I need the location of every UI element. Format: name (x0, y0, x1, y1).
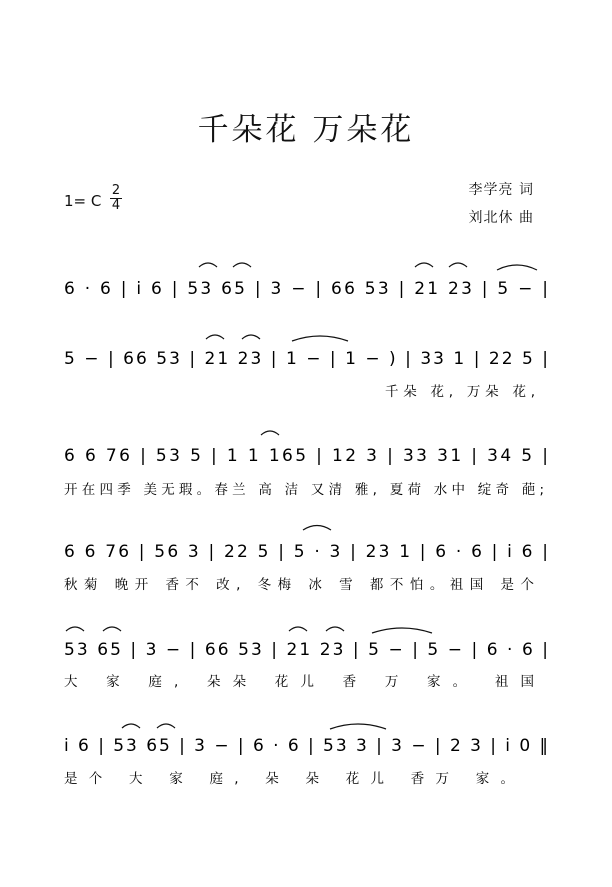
slur-mark (206, 335, 224, 339)
lyrics-system-2: 千朵 花, 万朵 花, (385, 384, 535, 400)
key-signature: 1= C (64, 192, 102, 210)
slur-mark (415, 263, 433, 267)
score-system-5 (64, 640, 548, 690)
notes-system-2: 5 − | 66 53 | 21 23 | 1 − | 1 − ) | 33 1 | 22 5 | (64, 349, 548, 369)
tie-mark (292, 336, 348, 341)
slur-mark (326, 627, 344, 631)
composer-credit: 刘北休 曲 (468, 210, 534, 226)
slur-mark (261, 431, 279, 435)
slur-mark (242, 335, 260, 339)
slur-mark (289, 627, 307, 631)
lyricist-credit: 李学亮 词 (468, 182, 534, 198)
lyrics-system-5: 大 家 庭, 朵朵 花儿 香 万 家。 祖国 (64, 674, 535, 690)
score-system-3 (64, 446, 548, 498)
notes-system-5: 53 65 | 3 − | 66 53 | 21 23 | 5 − | 5 − | 6 · 6 | (64, 640, 548, 660)
score-system-4 (64, 542, 548, 593)
slur-mark (303, 526, 331, 531)
tie-mark (330, 724, 386, 729)
score-system-1 (64, 279, 548, 299)
tie-mark (372, 628, 432, 633)
lyrics-system-4: 秋菊 晚开 香不 改, 冬梅 冰 雪 都不怕。祖国 是个 (64, 577, 534, 593)
slur-mark (157, 724, 175, 728)
slur-mark (66, 627, 84, 631)
notes-system-4: 6 6 76 | 56 3 | 22 5 | 5 · 3 | 23 1 | 6 · 6 | i 6 | (64, 542, 549, 562)
slur-mark (122, 724, 140, 728)
slur-mark (233, 263, 251, 267)
score-system-2 (64, 349, 548, 400)
time-signature-bottom: 4 (111, 198, 121, 213)
notes-system-3: 6 6 76 | 53 5 | 1 1 165 | 12 3 | 33 31 | 34 5 | (64, 446, 548, 466)
tie-mark (497, 265, 537, 270)
song-title: 千朵花 万朵花 (197, 112, 415, 148)
lyrics-system-6: 是个 大 家 庭, 朵 朵 花儿 香万 家。 (64, 771, 514, 787)
slur-mark (449, 263, 467, 267)
slur-mark (199, 263, 217, 267)
time-signature-top: 2 (111, 183, 121, 198)
lyrics-system-3: 开在四季 美无瑕。春兰 高 洁 又清 雅, 夏荷 水中 绽奇 葩; (64, 482, 544, 498)
score-system-6 (64, 736, 548, 787)
notes-system-6: i 6 | 53 65 | 3 − | 6 · 6 | 53 3 | 3 − | 2 3 | i 0 ‖ (64, 736, 548, 756)
notes-system-1: 6 · 6 | i 6 | 53 65 | 3 − | 66 53 | 21 23 | 5 − | (64, 279, 548, 299)
slur-mark (103, 627, 121, 631)
